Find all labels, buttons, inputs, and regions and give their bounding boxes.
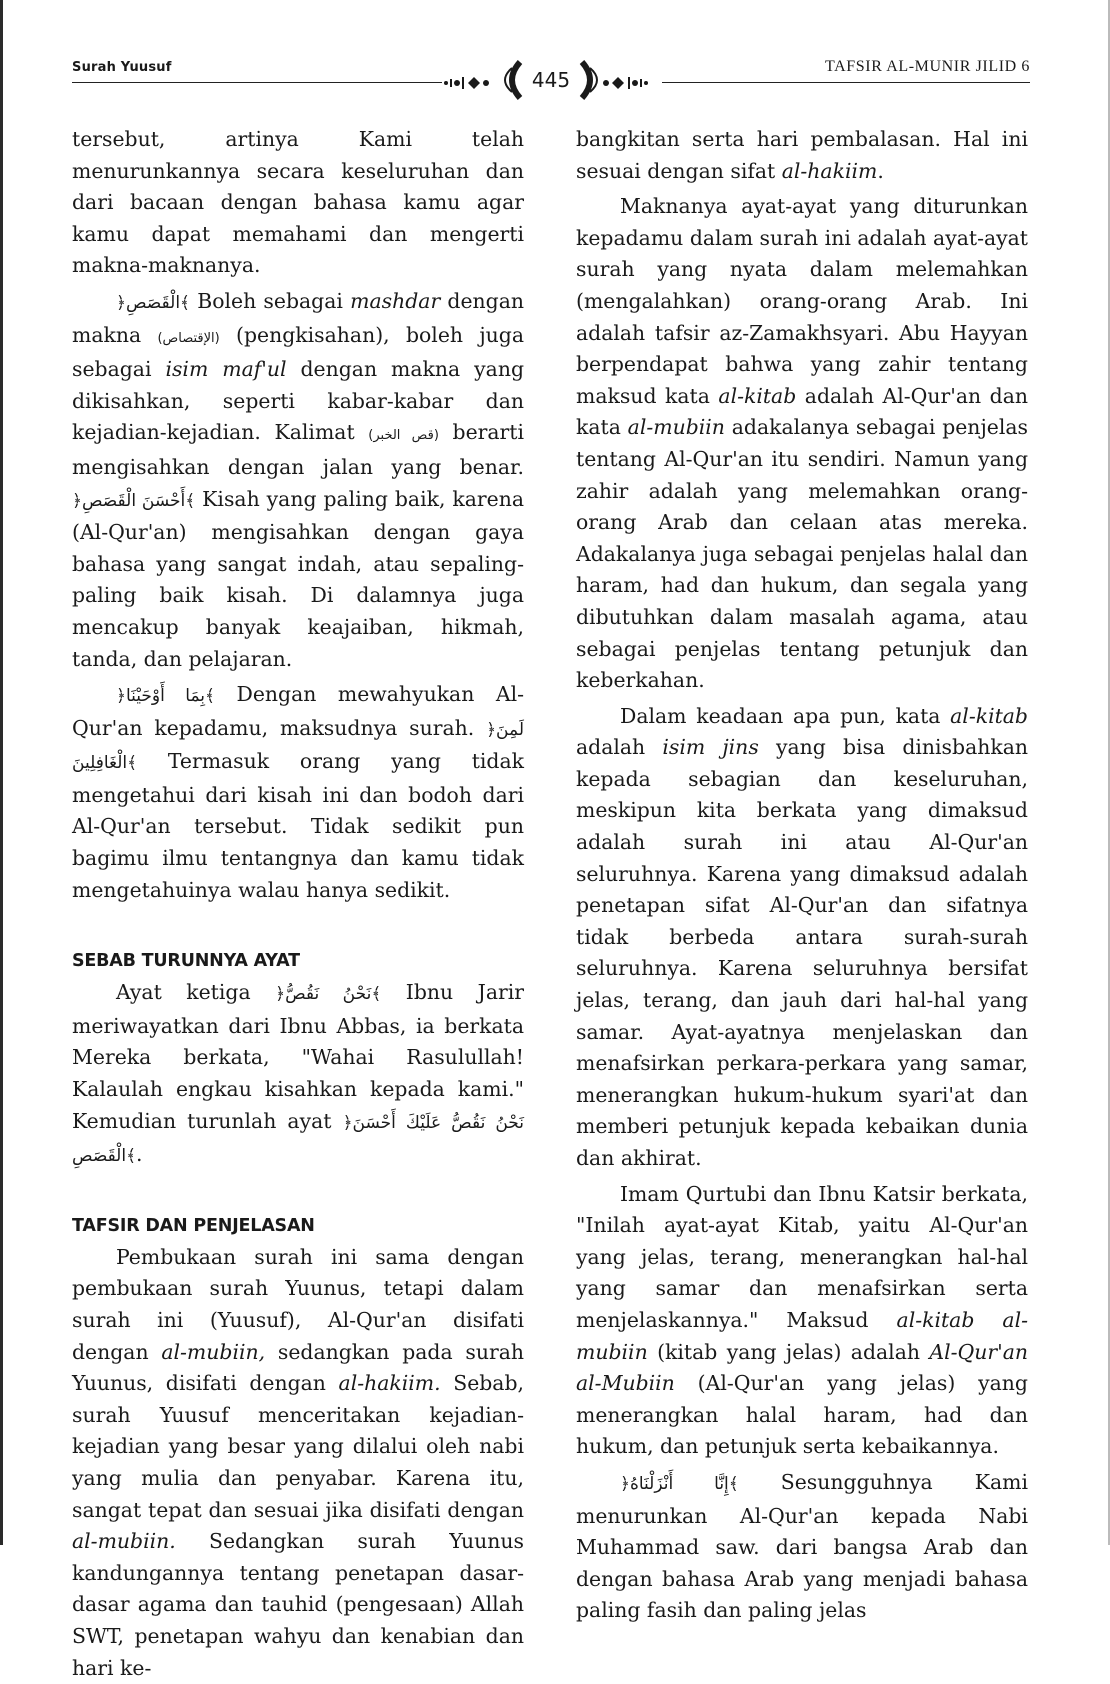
text-run: adalah: [576, 735, 663, 760]
arabic-term: (قص الخبر): [368, 428, 439, 444]
italic-term: al-hakiim: [781, 158, 878, 183]
header-rule-right: [662, 82, 1030, 83]
text-run: Boleh sebagai: [190, 288, 351, 313]
paragraph: [576, 701, 1028, 1175]
right-column: [576, 124, 1028, 1627]
italic-term: al-kitab: [718, 383, 797, 408]
paragraph: [576, 124, 1028, 187]
page-edge-shadow: [0, 0, 3, 1545]
text-run: Imam Qurtubi dan Ibnu Katsir berkata, "Inilah ayat-ayat Kitab, yaitu Al-Qur'an yang jelas, terang, menerangkan hal-hal yang samar dan menafsirkan serta menjelaskannya." Maksud: [576, 1181, 1028, 1332]
text-run: (kitab yang jelas) adalah: [647, 1339, 930, 1364]
italic-term: al-mubiin.: [72, 1529, 176, 1554]
text-run: adakalanya sebagai penjelas tentang Al-Qur'an itu sendiri. Namun yang zahir adalah yang melemahkan orang-orang Arab dan celaan atas mereka. Adakalanya juga sebagai penjelas halal dan haram, had dan hukum, dan segala yang dibutuhkan dalam masalah agama, atau sebagai penjelas tentang petunjuk dan keberkahan.: [576, 415, 1028, 693]
text-run: Kisah yang paling baik, karena (Al-Qur'an) mengisahkan dengan gaya bahasa yang sangat indah, atau sepaling-paling baik kisah. Di dalamnya juga mencakup banyak keajaiban, hikmah, tanda, dan pelajaran.: [72, 486, 524, 671]
arabic-term: ﴿أَحْسَنَ الْقَصَصِ﴾: [72, 490, 196, 511]
header-surah-title: Surah Yuusuf: [72, 60, 172, 75]
text-run: Ibnu Jarir meriwayatkan dari Ibnu Abbas, ia berkata Mereka berkata, "Wahai Rasulullah! Kalaulah engkau kisahkan kepada kami." Kemudian turunlah ayat: [72, 980, 524, 1133]
paragraph: [72, 1242, 524, 1684]
paragraph: [72, 977, 524, 1173]
italic-term: mashdar: [350, 288, 441, 313]
text-run: .: [136, 1142, 143, 1167]
header-rule-left: [72, 82, 442, 83]
arabic-term: ﴿الْقَصَصِ﴾: [116, 292, 191, 313]
paragraph: [576, 1467, 1028, 1627]
text-run: Ayat ketiga: [116, 980, 276, 1005]
arabic-term: ﴿لَمِنَ الْغَافِلِينَ﴾: [72, 719, 524, 774]
paragraph: [576, 1179, 1028, 1463]
italic-term: al-mubiin: [627, 415, 725, 440]
italic-term: al-hakiim.: [338, 1371, 441, 1396]
text-run: .: [877, 158, 884, 183]
arabic-term: (الإقتصاص): [157, 330, 220, 346]
text-run: Termasuk orang yang tidak mengetahui dari kisah ini dan bodoh dari Al-Qur'an tersebut. Tidak sedikit pun bagimu ilmu tentangnya dan kamu tidak mengetahuinya walau hanya sedikit.: [72, 749, 524, 902]
italic-term: al-kitab: [950, 703, 1028, 728]
italic-term: al-kitab al-mubiin: [576, 1307, 1028, 1364]
section-heading: SEBAB TURUNNYA AYAT: [72, 951, 300, 972]
page-header: [72, 60, 1030, 100]
text-run: Dengan mewahyukan Al-Qur'an kepadamu, maksudnya surah.: [72, 682, 524, 740]
italic-term: al-mubiin,: [161, 1339, 266, 1364]
header-ornament-left-icon: [440, 68, 500, 98]
text-run: Sesungguhnya Kami menurunkan Al-Qur'an kepada Nabi Muhammad saw. dari bangsa Arab dan dengan bahasa Arab yang menjadi bahasa paling fasih dan paling jelas: [576, 1469, 1028, 1623]
text-run: Sedangkan surah Yuunus kandungannya tentang penetapan dasar-dasar agama dan tauhid (pengesaan) Allah SWT, penetapan wahyu dan kenabian dan hari ke-: [72, 1529, 524, 1680]
paragraph: tersebut, artinya Kami telah menurunkannya secara keseluruhan dan dari bacaan dengan bahasa kamu agar kamu dapat memahami dan mengerti makna-maknanya.: [72, 127, 524, 278]
text-run: dengan makna: [72, 288, 525, 347]
text-run: sedangkan pada surah Yuunus, disifati dengan: [72, 1339, 524, 1396]
text-run: yang bisa dinisbahkan kepada sebagian dan keseluruhan, meskipun kita berkata yang dimaksud adalah surah ini atau Al-Qur'an seluruhnya. Karena yang dimaksud adalah penetapan sifat Al-Qur'an dan sifatnya tidak berbeda antara surah-surah seluruhnya. Karena seluruhnya bersifat jelas, terang, dan jauh dari hal-hal yang samar. Ayat-ayatnya menjelaskan dan menafsirkan perkara-perkara yang samar, menerangkan hukum-hukum syari'at dan memberi petunjuk kepada kebaikan dunia dan akhirat.: [576, 735, 1029, 1170]
left-column: [72, 124, 524, 1684]
text-run: adalah Al-Qur'an dan kata: [576, 383, 1029, 440]
text-run: Sebab, surah Yuusuf menceritakan kejadian-kejadian yang besar yang dilalui oleh nabi yang mulia dan penyabar. Karena itu, sangat tepat dan sesuai jika disifati dengan: [72, 1371, 525, 1522]
arabic-term: ﴿نَحْنُ نَقُصُّ عَلَيْكَ أَحْسَنَ الْقَصَصِ﴾: [72, 1112, 524, 1167]
arabic-term: ﴿بِمَا أَوْحَيْنَا﴾: [116, 686, 215, 707]
italic-term: Al-Qur'an al-Mubiin: [576, 1339, 1028, 1396]
text-run: dengan makna yang dikisahkan, seperti kabar-kabar dan kejadian-kejadian. Kalimat: [72, 357, 525, 445]
arabic-term: ﴿إِنَّا أَنْزَلْنَاهُ﴾: [620, 1473, 739, 1494]
page-number: 445: [531, 68, 571, 92]
text-run: (Al-Qur'an yang jelas) yang menerangkan halal haram, had dan hukum, dan petunjuk serta kebaikannya.: [576, 1371, 1028, 1459]
text-run: berarti mengisahkan dengan jalan yang benar.: [72, 420, 525, 479]
text-run: Pembukaan surah ini sama dengan pembukaan surah Yuunus, tetapi dalam surah ini (Yuusuf), Al-Qur'an disifati dengan: [72, 1244, 524, 1364]
header-book-title: TAFSIR AL-MUNIR JILID 6: [825, 58, 1030, 75]
text-run: (pengkisahan), boleh juga sebagai: [72, 322, 524, 382]
text-run: bangkitan serta hari pembalasan. Hal ini sesuai dengan sifat: [576, 127, 1028, 183]
header-ornament-right-icon: [592, 68, 652, 98]
section-heading: TAFSIR DAN PENJELASAN: [72, 1215, 315, 1236]
paragraph: [576, 191, 1028, 697]
paragraph: [72, 286, 524, 675]
paragraph: [72, 679, 524, 906]
text-run: Dalam keadaan apa pun, kata: [620, 703, 951, 728]
italic-term: isim jins: [662, 735, 759, 760]
arabic-term: ﴿نَحْنُ نَقُصُّ﴾: [275, 984, 382, 1005]
text-run: Maknanya ayat-ayat yang diturunkan kepadamu dalam surah ini adalah ayat-ayat surah yang nyata dalam melemahkan (mengalahkan) orang-orang Arab. Ini adalah tafsir az-Zamakhsyari. Abu Hayyan berpendapat bahwa yang zahir tentang maksud kata: [576, 194, 1028, 408]
italic-term: isim maf'ul: [165, 357, 287, 382]
